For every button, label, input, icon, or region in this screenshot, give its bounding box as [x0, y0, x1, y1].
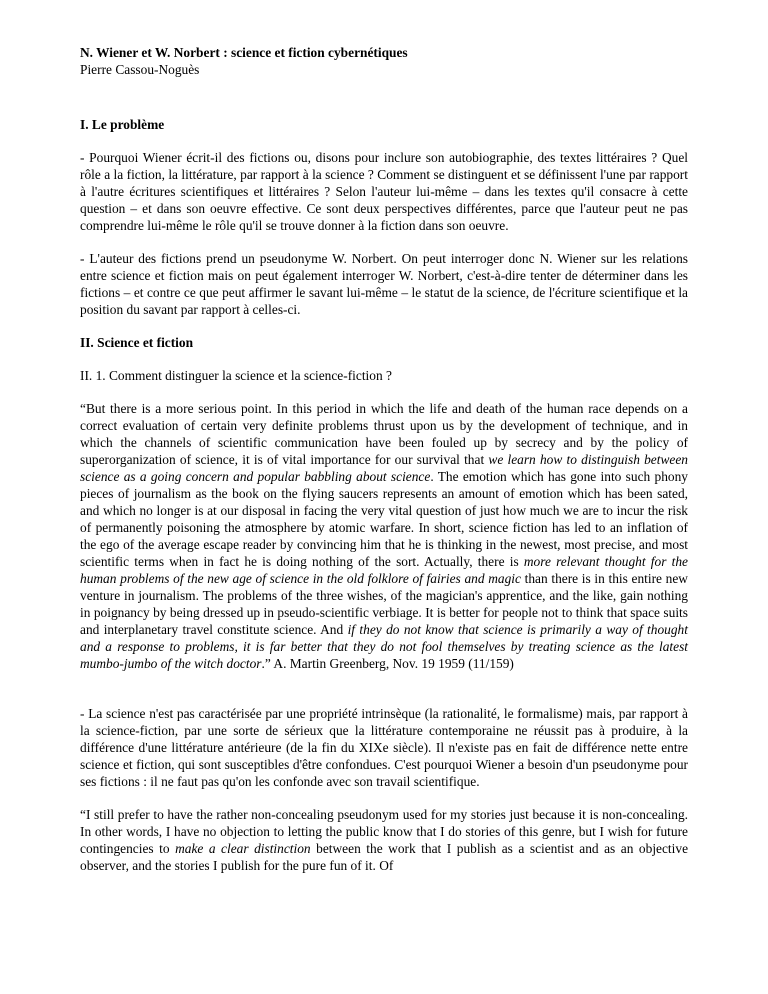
quote-pseudonym	[80, 806, 688, 874]
document-header	[80, 44, 688, 78]
quote-text: than there is in this entire new venture in journalism. The problems of the three wishes, of the magician's apprentice, and the like, gain nothing in poignancy by being dressed up in pseudo-scientific verbiage. It is better for people not to think that space suits and interplanetary travel constitute science. And	[80, 571, 688, 637]
subsection-heading: II. 1. Comment distinguer la science et la science-fiction ?	[80, 368, 392, 383]
quote-emphasis: if they do not know that science is primarily a way of thought and a response to problems, it is far better that they do not fool themselves by treating science as the latest mumbo-jumbo of the witch doctor	[80, 622, 688, 671]
paragraph-problem-2: - L'auteur des fictions prend un pseudonyme W. Norbert. On peut interroger donc N. Wiener sur les relations entre science et fiction mais on peut également interroger W. Norbert, c'est-à-dire tenter de déterminer dans les fictions – et contre ce que peut affirmer le savant lui-même – le statut de la science, de l'écriture scientifique et la position du savant par rapport à celles-ci.	[80, 251, 688, 317]
quote-emphasis: more relevant thought for the human problems of the new age of science in the old folklore of fairies and magic	[80, 554, 688, 586]
paragraph-science-definition: - La science n'est pas caractérisée par une propriété intrinsèque (la rationalité, le formalisme) mais, par rapport à la science-fiction, par une sorte de sérieux que la littérature contemporaine ne réussit pas à produire, à la différence d'une littérature antérieure (de la fin du XIXe siècle). Il n'existe pas en fait de différence nette entre science et fiction, qui sont susceptibles d'être confondues. C'est pourquoi Wiener a besoin d'un pseudonyme pour ses fictions : il ne faut pas qu'on les confonde avec son travail scientifique.	[80, 706, 688, 789]
quote-text: . The emotion which has gone into such phony pieces of journalism as the book on the flying saucers represents an amount of emotion which has been sated, and which no longer is at our disposal in facing the very vital question of just how much we are to incur the risk of permanently poisoning the atmosphere by atomic warfare. In short, science fiction has led to an inflation of the ego of the average escape reader by convincing him that he is thinking in the newest, most precise, and most scientific terms when in fact he is doing nothing of the sort. Actually, there is	[80, 469, 688, 569]
document-author: Pierre Cassou-Noguès	[80, 62, 200, 77]
section-heading-science-fiction: II. Science et fiction	[80, 335, 194, 350]
document-title: N. Wiener et W. Norbert : science et fiction cybernétiques	[80, 45, 408, 60]
quote-text: .” A. Martin Greenberg, Nov. 19 1959 (11/159)	[261, 656, 514, 671]
quote-text: “I still prefer to have the rather non-concealing pseudonym used for my stories just because it is non-concealing. In other words, I have no objection to letting the public know that I do stories of this genre, but I wish for future contingencies to	[80, 807, 688, 856]
quote-emphasis: make a clear distinction	[175, 841, 311, 856]
quote-text: “But there is a more serious point. In this period in which the life and death of the human race depends on a correct evaluation of certain very definite problems thrust upon us by the development of technique, and in which the channels of scientific communication have been fouled up by secrecy and by the policy of superorganization of science, it is of vital importance for our survival that	[80, 401, 688, 467]
quote-emphasis: we learn how to distinguish between science as a going concern and popular babbling about science	[80, 452, 688, 484]
paragraph-problem-1: - Pourquoi Wiener écrit-il des fictions ou, disons pour inclure son autobiographie, des textes littéraires ? Quel rôle a la fiction, la littérature, par rapport à la science ? Comment se distinguent et se définissent l'une par rapport à l'autre écritures scientifiques et littéraires ? Selon l'auteur lui-même – dans les textes qu'il consacre à cette question – et dans son oeuvre effective. Ce sont deux perspectives différentes, parce que l'auteur peut ne pas comprendre lui-même le rôle qu'il se trouve donner à la fiction dans son oeuvre.	[80, 150, 688, 233]
quote-greenberg	[80, 400, 688, 672]
section-heading-problem: I. Le problème	[80, 117, 165, 132]
quote-text: between the work that I publish as a scientist and as an objective observer, and the stories I publish for the pure fun of it. Of	[80, 841, 689, 873]
